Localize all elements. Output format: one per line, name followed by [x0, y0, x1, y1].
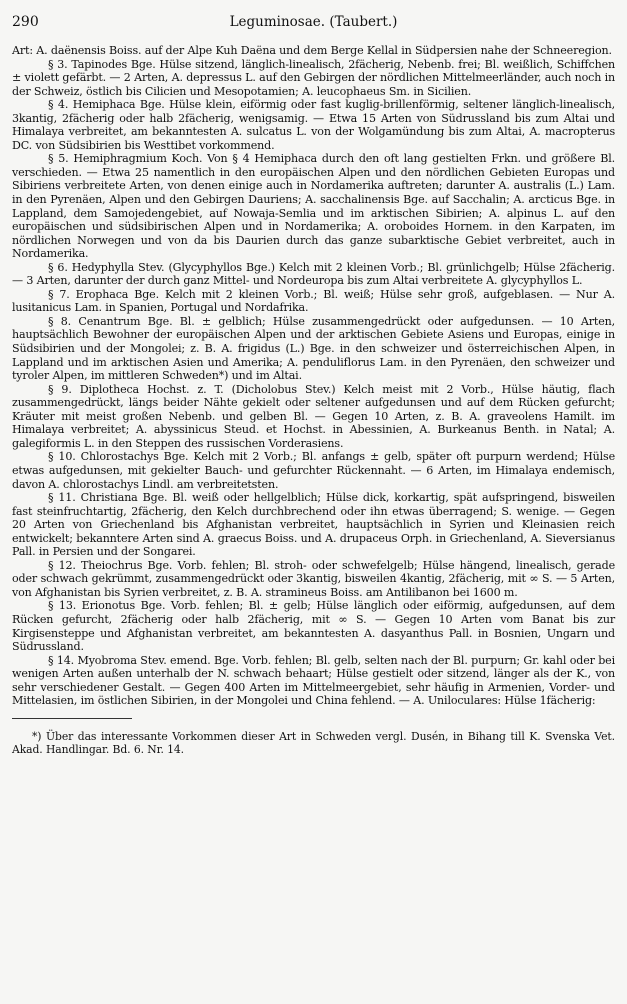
page-number: 290: [12, 14, 39, 30]
body-text: [12, 44, 615, 708]
paragraph-section-4: § 4. Hemiphaca Bge. Hülse klein, eiförmig oder fast kuglig-brillenförmig, seltener länglich-linealisch, 3kantig, 2fächerig oder halb 2fächerig, wenigsamig. — Etwa 15 Arten von Südrussland bis zum Altai und Himalaya verbreitet, am bekanntesten A. sulcatus L. von der Wolgamündung bis zum Altai, A. macropterus DC. von Südsibirien bis Westtibet vorkommend.: [12, 98, 615, 152]
paragraph-section-10: § 10. Chlorostachys Bge. Kelch mit 2 Vorb.; Bl. anfangs ± gelb, später oft purpurn werdend; Hülse etwas aufgedunsen, mit gekielter Bauch- und gefurchter Rückennaht. — 6 Arten, im Himalaya endemisch, davon A. chlorostachys Lindl. am verbreitetsten.: [12, 450, 615, 491]
paragraph-section-7: § 7. Erophaca Bge. Kelch mit 2 kleinen Vorb.; Bl. weiß; Hülse sehr groß, aufgeblasen. — Nur A. lusitanicus Lam. in Spanien, Portugal und Nordafrika.: [12, 287, 615, 315]
paragraph-section-12: § 12. Theiochrus Bge. Vorb. fehlen; Bl. stroh- oder schwefelgelb; Hülse hängend, linealisch, gerade oder schwach gekrümmt, zusammengedrückt oder 3kantig, bisweilen 4kantig, 2fächerig, mit ∞ S. — 5 Arten, von Afghanistan bis Syrien verbreitet, z. B. A. stramineus Boiss. am Antilibanon bei 1600 m.: [12, 558, 615, 599]
paragraph-section-13: § 13. Erionotus Bge. Vorb. fehlen; Bl. ± gelb; Hülse länglich oder eiförmig, aufgedunsen, auf dem Rücken gefurcht, 2fächerig oder halb 2fächerig, mit ∞ S. — Gegen 10 Arten vom Banat bis zur Kirgisensteppe und Afghanistan verbreitet, am bekanntesten A. dasyanthus Pall. in Bosnien, Ungarn und Südrussland.: [12, 599, 615, 654]
paragraph-section-8: § 8. Cenantrum Bge. Bl. ± gelblich; Hülse zusammengedrückt oder aufgedunsen. — 10 Arten, hauptsächlich Bewohner der europäischen Alpen und der arktischen Gebiete Asiens und Europas, einige in Südsibirien und der Mongolei; z. B. A. frigidus (L.) Bge. in den schweizer und österreichischen Alpen, in Lappland und im arktischen Asien und Amerika; A. penduliflorus Lam. in den Pyrenäen, den schweizer und tyroler Alpen, im mittleren Schweden*) und im Altai.: [12, 314, 615, 383]
paragraph-section-11: § 11. Christiana Bge. Bl. weiß oder hellgelblich; Hülse dick, korkartig, spät aufspringend, bisweilen fast steinfruchtartig, 2fächerig, den Kelch durchbrechend oder ihn etwas überragend; S. wenige. — Gegen 20 Arten von Griechenland bis Afghanistan verbreitet, hauptsächlich in Syrien und Kleinasien reich entwickelt; bekanntere Arten sind A. graecus Boiss. und A. drupaceus Orph. in Griechenland, A. Sieversianus Pall. in Persien und der Songarei.: [12, 491, 615, 559]
paragraph-section-9: § 9. Diplotheca Hochst. z. T. (Dicholobus Stev.) Kelch meist mit 2 Vorb., Hülse häutig, flach zusammengedrückt, längs beider Nähte gekielt oder seltener aufgedunsen und auf dem Rücken gefurcht; Kräuter mit meist großen Nebenb. und gelben Bl. — Gegen 10 Arten, z. B. A. graveolens Hamilt. im Himalaya verbreitet; A. abyssinicus Steud. et Hochst. in Abessinien, A. Burkeanus Benth. in Natal; A. galegiformis L. in den Steppen des russischen Vorderasiens.: [12, 382, 615, 450]
paragraph-section-3: § 3. Tapinodes Bge. Hülse sitzend, länglich-linealisch, 2fächerig, Nebenb. frei; Bl. weißlich, Schiffchen ± violett gefärbt. — 2 Arten, A. depressus L. auf den Gebirgen der nördlichen Mittelmeerländer, auch noch in der Schweiz, östlich bis Cilicien und Mesopotamien; A. leucophaeus Sm. in Sicilien.: [12, 57, 615, 98]
paragraph-section-14: § 14. Myobroma Stev. emend. Bge. Vorb. fehlen; Bl. gelb, selten nach der Bl. purpurn; Gr. kahl oder bei wenigen Arten außen unterhalb der N. schwach behaart; Hülse gestielt oder sitzend, länger als der K., von sehr verschiedener Gestalt. — Gegen 400 Arten im Mittelmeergebiet, sehr häufig in Armenien, Vorder- und Mittelasien, im östlichen Sibirien, in der Mongolei und China fehlend. — A. Uniloculares: Hülse 1fächerig:: [12, 653, 615, 708]
footnote-divider: [12, 718, 132, 719]
paragraph-section-6: § 6. Hedyphylla Stev. (Glycyphyllos Bge.) Kelch mit 2 kleinen Vorb.; Bl. grünlichgelb; Hülse 2fächerig. — 3 Arten, darunter der durch ganz Mittel- und Nordeuropa bis zum Altai verbreitete A. glycyphyllos L.: [12, 260, 615, 288]
running-title: Leguminosae. (Taubert.): [229, 14, 398, 30]
footnote: *) Über das interessante Vorkommen dieser Art in Schweden vergl. Dusén, in Bihang till K. Svenska Vet. Akad. Handlingar. Bd. 6. Nr. 14.: [12, 729, 615, 757]
paragraph-continuation: Art: A. daënensis Boiss. auf der Alpe Kuh Daëna und dem Berge Kellal in Südpersien nahe der Schneeregion.: [12, 44, 612, 57]
running-head: [12, 14, 615, 38]
paragraph-section-5: § 5. Hemiphragmium Koch. Von § 4 Hemiphaca durch den oft lang gestielten Frkn. und größere Bl. verschieden. — Etwa 25 namentlich in den europäischen Alpen und den nördlichen Gebieten Europas und Sibiriens verbreitete Arten, von denen einige auch in Nordamerika auftreten; darunter A. australis (L.) Lam. in den Pyrenäen, Alpen und den Gebirgen Dauriens; A. sacchalinensis Bge. auf Sacchalin; A. arcticus Bge. in Lappland, dem Samojedengebiet, auf Nowaja-Semlia und im arktischen Sibirien; A. alpinus L. auf den europäischen und südsibirischen Alpen und in Nordamerika; A. oroboides Hornem. in den Karpaten, im nördlichen Norwegen und von da bis Daurien durch das ganze subarktische Gebiet verbreitet, auch in Nordamerika.: [12, 152, 615, 261]
